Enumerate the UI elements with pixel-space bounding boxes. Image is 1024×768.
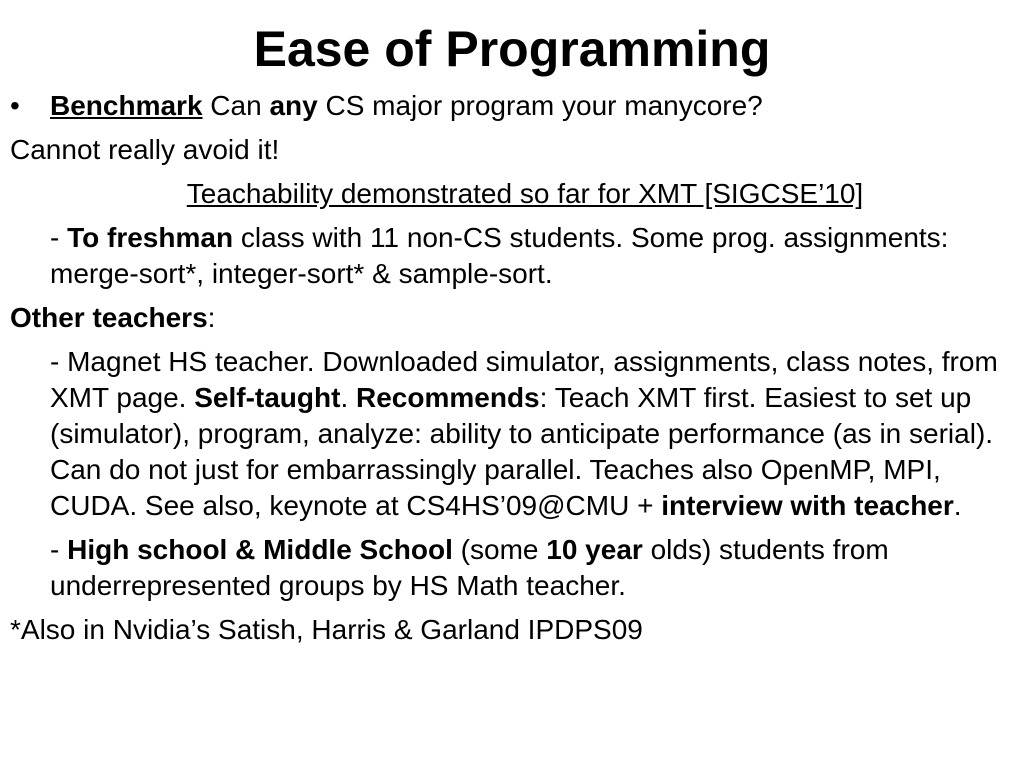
other-teachers-heading xyxy=(10,300,1014,336)
magnet-interview: interview with teacher xyxy=(661,490,954,521)
highschool-text-2: olds) students from underrepresented groups by HS Math teacher. xyxy=(50,534,889,601)
benchmark-any: any xyxy=(269,90,318,121)
freshman-dash: - xyxy=(50,222,68,253)
freshman-bold: To freshman xyxy=(67,222,234,253)
other-teachers-label: Other teachers xyxy=(10,302,208,333)
magnet-recommends: Recommends xyxy=(356,382,540,413)
benchmark-label: Benchmark xyxy=(50,90,203,121)
highschool-bold-2: 10 year xyxy=(546,534,643,565)
other-teachers-colon: : xyxy=(207,302,216,333)
magnet-text-1: - Magnet HS teacher. Downloaded simulator, assignments, class notes, from XMT page. xyxy=(50,346,998,413)
benchmark-text-2: CS major program your manycore? xyxy=(317,90,763,121)
freshman-text: class with 11 non-CS students. Some prog. assignments: merge-sort*, integer-sort* & sample-sort. xyxy=(50,222,949,289)
freshman-item xyxy=(10,220,1014,292)
bullet-dot: • xyxy=(10,90,20,121)
benchmark-bullet xyxy=(10,88,1014,124)
teachability-line xyxy=(36,176,1014,212)
teachability-link[interactable]: Teachability demonstrated so far for XMT [SIGCSE’10] xyxy=(186,178,864,209)
highschool-text-1: (some xyxy=(452,534,547,565)
magnet-text-4: . xyxy=(953,490,962,521)
magnet-text-2: . xyxy=(340,382,357,413)
highschool-item xyxy=(10,532,1014,604)
highschool-dash: - xyxy=(50,534,68,565)
magnet-self-taught: Self-taught xyxy=(194,382,341,413)
benchmark-text-1: Can xyxy=(202,90,270,121)
footnote: *Also in Nvidia’s Satish, Harris & Garland IPDPS09 xyxy=(10,614,643,645)
highschool-bold-1: High school & Middle School xyxy=(67,534,453,565)
slide-title: Ease of Programming xyxy=(253,21,771,77)
avoid-line: Cannot really avoid it! xyxy=(10,134,280,165)
magnet-text-3: : Teach XMT first. Easiest to set up (simulator), program, analyze: ability to anticipate performance (as in serial). Can do not just for embarrassingly parallel. Teaches also OpenMP, MPI, CUDA. See also, keynote at CS4HS’09@CMU + xyxy=(50,382,994,521)
slide-body xyxy=(10,88,1014,656)
magnet-item xyxy=(10,344,1014,524)
